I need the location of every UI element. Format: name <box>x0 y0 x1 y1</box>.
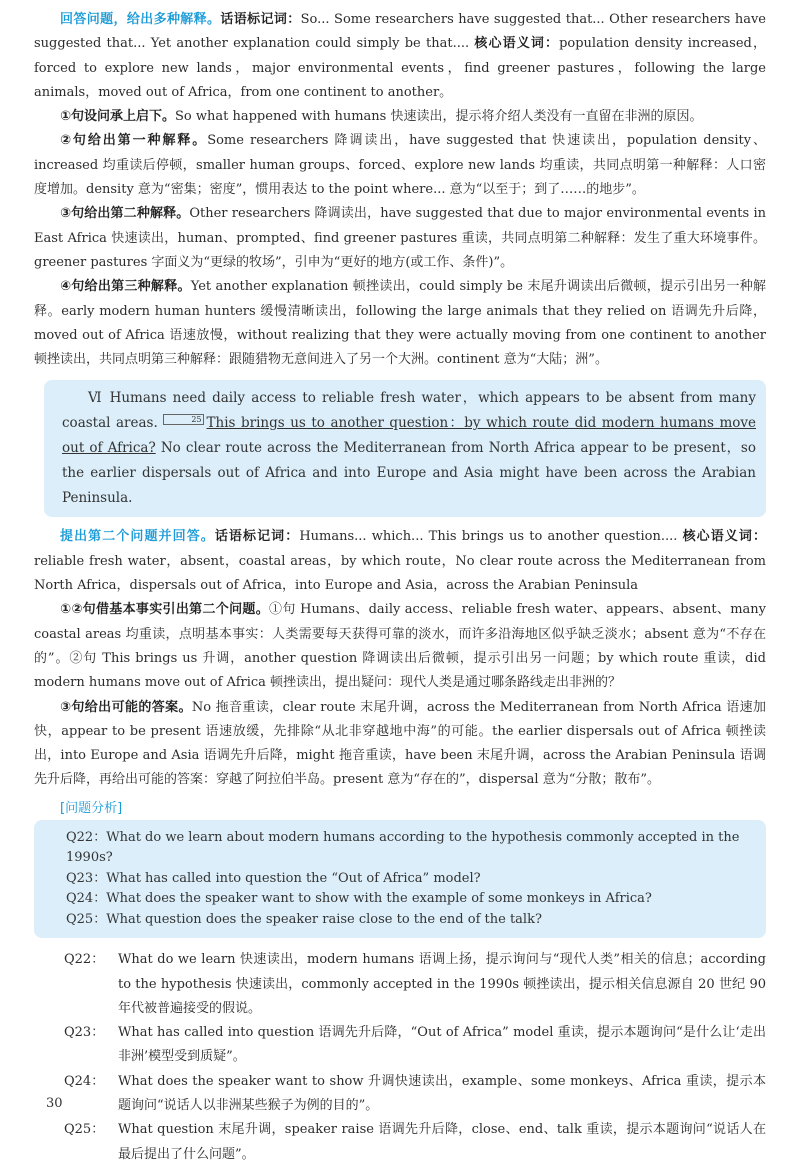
part2-heading: 提出第二个问题并回答。 <box>60 529 215 545</box>
sentence-4-note <box>34 275 766 372</box>
question-number: Q22： <box>66 829 107 845</box>
answer-number: Q25： <box>64 1122 105 1138</box>
part2-markers-label: 话语标记词： <box>214 529 300 545</box>
sentence-3-text: Other researchers 降调读出，have suggested that due to major environmental events in East Africa 快速读出，human、prompted、find greener pastures 重读，共同点明第二种解释：发生了重大环境事件。greener pastures 字面义为“更绿的牧场”，引申为“更好的地方(或工作、条件)”。 <box>34 206 766 270</box>
questions-box <box>34 820 766 939</box>
answer-analysis-row <box>34 1021 766 1070</box>
page-content <box>34 8 766 1167</box>
passage-text-b: No clear route across the Mediterranean from North Africa appear to be present，so the earlier dispersals out of Africa and into Europe and Asia might have been across the Arabian Peninsula. <box>62 440 756 507</box>
sentences-1-2-note <box>34 598 766 695</box>
intro-heading: 回答问题，给出多种解释。 <box>60 12 221 27</box>
passage-paragraph <box>62 386 756 511</box>
question-text: What does the speaker want to show with the example of some monkeys in Africa? <box>106 891 652 907</box>
sentence-1-text: So what happened with humans 快速读出，提示将介绍人类没有一直留在非洲的原因。 <box>175 109 703 125</box>
sentence-2-text: Some researchers 降调读出，have suggested that 快速读出，population density、increased 均重读后停顿，smaller human groups、forced、explore new lands 均重读，共同点明第一种解释：人口密度增加。density 意为“密集；密度”，惯用表达 to the point where... 意为“以至于；到了……的地步”。 <box>34 133 766 198</box>
sentences-1-2-heading: ①②句借基本事实引出第二个问题。 <box>60 602 270 618</box>
sentences-1-2-text: ①句 Humans、daily access、reliable fresh water、appears、absent、many coastal areas 均重读，点明基本事实：人类需要每天获得可靠的淡水，而许多沿海地区似乎缺乏淡水；absent 意为“不存在的”。②句 This brings us 升调，another question 降调读出后微顿，提示引出另一问题；by which route 重读，did modern humans move out of Africa 顿挫读出，提出疑问：现代人类是通过哪条路线走出非洲的？ <box>34 602 766 691</box>
sentence-1-note <box>34 105 766 129</box>
question-text: What has called into question the “Out of Africa” model? <box>106 870 481 886</box>
answer-analysis-row <box>34 1118 766 1167</box>
part2-semantics: reliable fresh water，absent，coastal areas，by which route，No clear route across the Mediterranean from North Africa，dispersals out of Africa，into Europe and Asia，across the Arabian Peninsula <box>34 553 766 594</box>
answer-number: Q22： <box>64 952 105 968</box>
sentence-3-note <box>34 202 766 275</box>
sentence-2-note <box>34 129 766 202</box>
sentence-1-heading: ①句设问承上启下。 <box>60 109 176 125</box>
passage-underlined-question: This brings us to another question：by which route did modern humans move out of Africa? <box>62 415 756 457</box>
sentence-3-heading: ③句给出第二种解释。 <box>60 206 190 222</box>
passage-part-label: Ⅵ <box>88 390 104 407</box>
question-line <box>66 910 756 931</box>
question-number-badge: 25 <box>163 414 203 425</box>
question-line <box>66 869 756 890</box>
intro-markers-label: 话语标记词： <box>220 12 301 27</box>
question-line <box>66 889 756 910</box>
question-text: What do we learn about modern humans according to the hypothesis commonly accepted in the 1990s? <box>66 829 740 866</box>
question-number: Q24： <box>66 891 107 907</box>
part2-paragraph <box>34 525 766 598</box>
intro-semantics: population density increased，forced to explore new lands，major environmental events，find greener pastures，following the large animals，moved out of Africa，from one continent to another。 <box>34 36 766 100</box>
question-line <box>66 828 756 869</box>
passage-text-a: Humans need daily access to reliable fresh water，which appears to be absent from many coastal areas. <box>62 390 756 432</box>
intro-paragraph <box>34 8 766 105</box>
analysis-section-title: [问题分析] <box>60 800 123 816</box>
answer-text: What does the speaker want to show 升调快速读出，example、some monkeys、Africa 重读，提示本题询问“说话人以非洲某些猴子为例的目的”。 <box>118 1073 766 1113</box>
intro-markers: So... Some researchers have suggested that... Other researchers have suggested that... Yet another explanation could simply be that.... <box>34 12 766 52</box>
sentence-3b-note <box>34 696 766 793</box>
question-number: Q25： <box>66 911 107 927</box>
sentence-4-text: Yet another explanation 顿挫读出，could simply be 末尾升调读出后微顿，提示引出另一种解释。early modern human hunters 缓慢清晰读出，following the large animals that they relied on 语调先升后降，moved out of Africa 语速放慢，without realizing that they were actually moving from one continent to another 顿挫读出，共同点明第三种解释：跟随猎物无意间进入了另一个大洲。continent 意为“大陆；洲”。 <box>34 279 766 368</box>
passage-box <box>44 380 766 517</box>
sentence-2-heading: ②句给出第一种解释。 <box>60 133 208 149</box>
answer-number: Q23： <box>64 1025 105 1041</box>
answer-analysis-row <box>34 1070 766 1119</box>
question-text: What question does the speaker raise close to the end of the talk? <box>106 911 542 927</box>
answer-text: What question 末尾升调，speaker raise 语调先升后降，close、end、talk 重读，提示本题询问“说话人在最后提出了什么问题”。 <box>118 1122 766 1162</box>
answer-text: What has called into question 语调先升后降，“Out of Africa” model 重读，提示本题询问“是什么让‘走出非洲’模型受到质疑”。 <box>118 1025 766 1065</box>
part2-semantics-label: 核心语义词： <box>682 529 766 545</box>
part2-markers: Humans... which... This brings us to another question.... <box>299 529 683 545</box>
answer-text: What do we learn 快速读出，modern humans 语调上扬，提示询问与“现代人类”相关的信息；according to the hypothesis 快速读出，commonly accepted in the 1990s 顿挫读出，提示相关信息源自 20 世纪 90 年代被普遍接受的假说。 <box>118 952 766 1016</box>
page-number: 30 <box>46 1096 63 1111</box>
sentence-4-heading: ④句给出第三种解释。 <box>60 279 191 295</box>
answer-number: Q24： <box>64 1073 105 1089</box>
answer-analysis-row <box>34 948 766 1021</box>
sentence-3b-text: No 拖音重读，clear route 末尾升调，across the Mediterranean from North Africa 语速加快，appear to be present 语速放缓，先排除“从北非穿越地中海”的可能。the earlier dispersals out of Africa 顿挫读出，into Europe and Asia 语调先升后降，might 拖音重读，have been 末尾升调，across the Arabian Peninsula 语调先升后降，再给出可能的答案：穿越了阿拉伯半岛。present 意为“存在的”，dispersal 意为“分散；散布”。 <box>34 699 766 788</box>
question-number: Q23： <box>66 870 107 886</box>
sentence-3b-heading: ③句给出可能的答案。 <box>60 699 192 715</box>
intro-semantics-label: 核心语义词： <box>474 36 560 52</box>
